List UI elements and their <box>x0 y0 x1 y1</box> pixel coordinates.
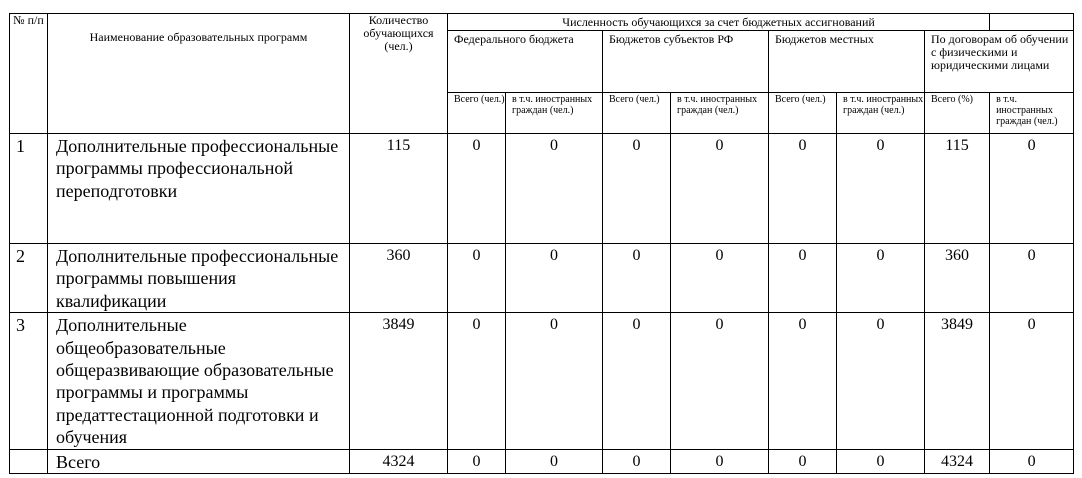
total-regional-foreign: 0 <box>671 449 769 473</box>
row-number: 3 <box>10 313 48 449</box>
regional-total: 0 <box>603 244 671 313</box>
local-total: 0 <box>769 313 837 449</box>
subheader-contract-total: Всего (%) <box>925 93 990 134</box>
regional-foreign: 0 <box>671 313 769 449</box>
header-federal-budget: Федерального бюджета <box>448 31 603 93</box>
student-count: 360 <box>350 244 448 313</box>
row-number <box>10 449 48 473</box>
row-number: 2 <box>10 244 48 313</box>
total-federal-foreign: 0 <box>506 449 603 473</box>
subheader-federal-foreign: в т.ч. иностранных граждан (чел.) <box>506 93 603 134</box>
table-row <box>10 313 1074 449</box>
total-regional-total: 0 <box>603 449 671 473</box>
header-program-name: Наименование образовательных программ <box>48 14 350 134</box>
federal-foreign: 0 <box>506 134 603 244</box>
contract-foreign: 0 <box>990 244 1074 313</box>
table-row <box>10 134 1074 244</box>
enrollment-table <box>9 13 1074 474</box>
total-local-total: 0 <box>769 449 837 473</box>
total-federal-total: 0 <box>448 449 506 473</box>
total-local-foreign: 0 <box>837 449 925 473</box>
total-contract-total: 4324 <box>925 449 990 473</box>
total-label: Всего <box>48 449 350 473</box>
table-row <box>10 244 1074 313</box>
header-local-budget: Бюджетов местных <box>769 31 925 93</box>
total-contract-foreign: 0 <box>990 449 1074 473</box>
student-count: 115 <box>350 134 448 244</box>
header-budget-group: Численность обучающихся за счет бюджетных ассигнований <box>448 14 990 31</box>
contract-total: 360 <box>925 244 990 313</box>
local-foreign: 0 <box>837 134 925 244</box>
contract-foreign: 0 <box>990 313 1074 449</box>
local-foreign: 0 <box>837 244 925 313</box>
federal-total: 0 <box>448 134 506 244</box>
program-name: Дополнительные профессиональные программы повышения квалификации <box>48 244 350 313</box>
local-total: 0 <box>769 244 837 313</box>
subheader-federal-total: Всего (чел.) <box>448 93 506 134</box>
student-count: 3849 <box>350 313 448 449</box>
federal-foreign: 0 <box>506 313 603 449</box>
regional-foreign: 0 <box>671 244 769 313</box>
subheader-regional-foreign: в т.ч. иностранных граждан (чел.) <box>671 93 769 134</box>
total-student-count: 4324 <box>350 449 448 473</box>
header-contract: По договорам об обучении с физическими и юридическими лицами <box>925 31 1074 93</box>
total-row <box>10 449 1074 473</box>
contract-total: 3849 <box>925 313 990 449</box>
subheader-regional-total: Всего (чел.) <box>603 93 671 134</box>
row-number: 1 <box>10 134 48 244</box>
federal-total: 0 <box>448 244 506 313</box>
program-name: Дополнительные профессиональные программы профессиональной переподготовки <box>48 134 350 244</box>
program-name: Дополнительные общеобразовательные общеразвивающие образовательные программы и программы предаттестационной подготовки и обучения <box>48 313 350 449</box>
subheader-local-total: Всего (чел.) <box>769 93 837 134</box>
regional-total: 0 <box>603 313 671 449</box>
subheader-local-foreign: в т.ч. иностранных граждан (чел.) <box>837 93 925 134</box>
contract-foreign: 0 <box>990 134 1074 244</box>
local-total: 0 <box>769 134 837 244</box>
subheader-contract-foreign: в т.ч. иностранных граждан (чел.) <box>990 93 1074 134</box>
contract-total: 115 <box>925 134 990 244</box>
header-regional-budget: Бюджетов субъектов РФ <box>603 31 769 93</box>
regional-total: 0 <box>603 134 671 244</box>
header-num: № п/п <box>10 14 48 134</box>
federal-total: 0 <box>448 313 506 449</box>
header-empty-cell <box>990 14 1074 31</box>
local-foreign: 0 <box>837 313 925 449</box>
federal-foreign: 0 <box>506 244 603 313</box>
regional-foreign: 0 <box>671 134 769 244</box>
header-student-count: Количество обучающихся (чел.) <box>350 14 448 134</box>
